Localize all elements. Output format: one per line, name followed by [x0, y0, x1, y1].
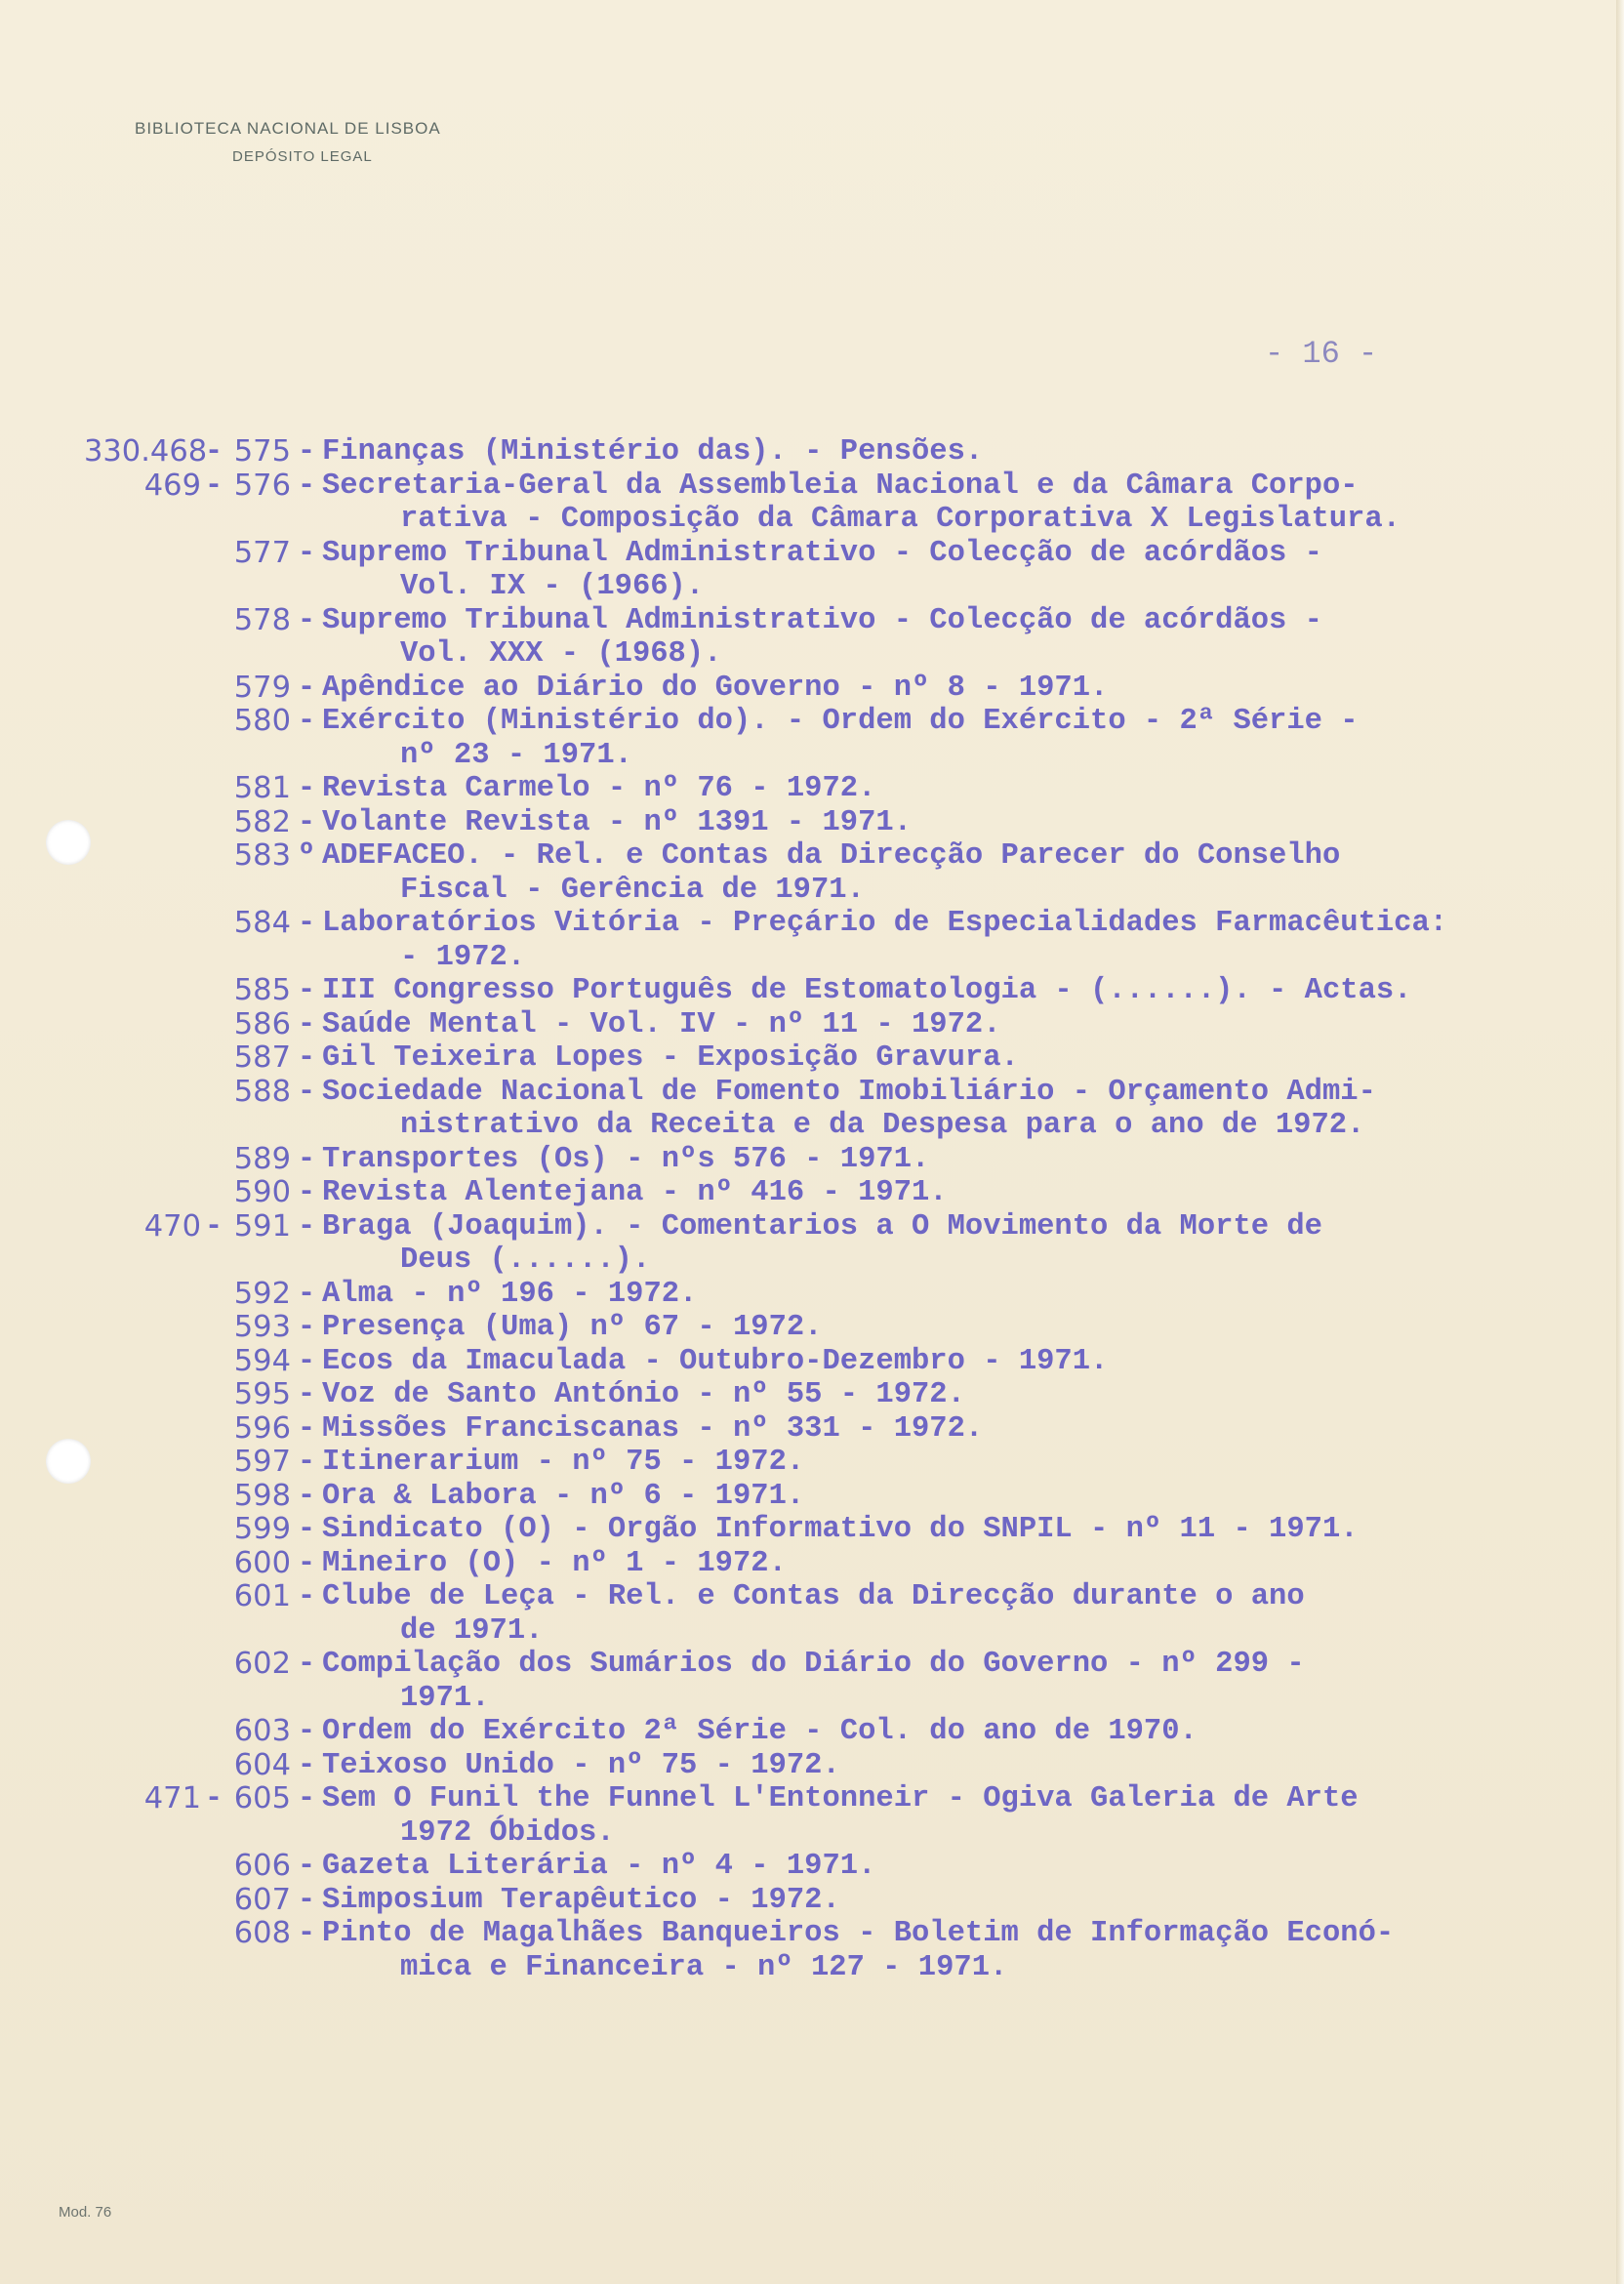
entry-separator: -	[297, 907, 316, 940]
form-code: Mod. 76	[59, 2204, 112, 2221]
entry-number: 585	[233, 973, 291, 1007]
entry-number: 587	[233, 1040, 291, 1075]
group-dash	[201, 1917, 226, 1951]
catalog-entry	[84, 1715, 1567, 1749]
group-dash	[201, 806, 226, 840]
entry-number: 595	[233, 1377, 291, 1411]
group-number	[84, 839, 201, 874]
entry-title: Exército (Ministério do). - Ordem do Exército - 2ª Série -	[322, 705, 1359, 738]
entry-separator: -	[297, 1546, 316, 1580]
group-number	[84, 1580, 201, 1614]
entry-separator: -	[297, 1850, 316, 1883]
group-number	[84, 1850, 201, 1884]
entry-title: Clube de Leça - Rel. e Contas da Direcção durante o ano	[322, 1580, 1305, 1613]
group-number: 330.468	[84, 434, 208, 469]
group-number	[84, 1412, 201, 1447]
entry-separator: -	[297, 1782, 316, 1815]
entry-separator: -	[297, 1311, 316, 1344]
entry-continuation: nº 23 - 1971.	[400, 738, 632, 772]
entry-title: III Congresso Português de Estomatologia - (......). - Actas.	[322, 974, 1412, 1007]
entry-title: Apêndice ao Diário do Governo - nº 8 - 1971.	[322, 671, 1109, 705]
group-number	[84, 1076, 201, 1110]
group-dash	[201, 1480, 226, 1514]
group-dash	[201, 1041, 226, 1076]
entry-number: 598	[233, 1478, 291, 1513]
entry-separator: -	[297, 1176, 316, 1209]
catalog-entry	[84, 1782, 1567, 1816]
catalog-entry	[84, 469, 1567, 504]
catalog-entry	[84, 1311, 1567, 1345]
group-dash: -	[204, 469, 223, 503]
institution-name: BIBLIOTECA NACIONAL DE LISBOA	[135, 119, 441, 138]
group-dash	[201, 1378, 226, 1412]
entry-number: 576	[233, 468, 291, 503]
catalog-entry	[84, 839, 1567, 874]
entry-number: 586	[233, 1006, 291, 1041]
entry-number: 577	[233, 535, 291, 570]
group-number	[84, 1884, 201, 1918]
entry-title: Supremo Tribunal Administrativo - Colecção de acórdãos -	[322, 603, 1322, 637]
group-dash	[201, 1176, 226, 1210]
group-dash	[201, 1412, 226, 1447]
entry-separator: -	[297, 435, 316, 469]
entry-title: Pinto de Magalhães Banqueiros - Boletim de Informação Econó-	[322, 1917, 1395, 1950]
entry-separator: -	[297, 603, 316, 637]
entry-title: Ora & Labora - nº 6 - 1971.	[322, 1479, 805, 1513]
group-number	[84, 1547, 201, 1581]
entry-title: Gil Teixeira Lopes - Exposição Gravura.	[322, 1041, 1019, 1075]
entry-separator: -	[297, 671, 316, 705]
catalog-entry	[84, 1176, 1567, 1210]
group-dash	[201, 1580, 226, 1614]
entry-continuation: 1972 Óbidos.	[400, 1815, 615, 1850]
catalog-entry	[84, 435, 1567, 469]
entry-title: Mineiro (O) - nº 1 - 1972.	[322, 1546, 787, 1580]
entry-number: 579	[233, 670, 291, 705]
entry-number: 589	[233, 1141, 291, 1176]
group-number	[84, 1176, 201, 1210]
entry-number: 591	[233, 1208, 291, 1244]
entry-number: 590	[233, 1175, 291, 1209]
entry-title: Revista Carmelo - nº 76 - 1972.	[322, 772, 876, 805]
entry-number: 605	[233, 1781, 291, 1815]
catalog-entry	[84, 672, 1567, 706]
catalog-entries	[84, 435, 1567, 1984]
group-number	[84, 1278, 201, 1312]
group-number	[84, 1008, 201, 1042]
entry-number: 582	[233, 804, 291, 839]
entry-title: Simposium Terapêutico - 1972.	[322, 1883, 840, 1917]
entry-separator: -	[297, 805, 316, 839]
group-dash	[201, 839, 226, 874]
group-dash: -	[204, 435, 223, 469]
entry-separator: -	[297, 1007, 316, 1041]
group-dash	[201, 537, 226, 571]
entry-title: Sem O Funil the Funnel L'Entonneir - Ogiva Galeria de Arte	[322, 1782, 1359, 1815]
catalog-entry	[84, 1041, 1567, 1076]
entry-title: Transportes (Os) - nºs 576 - 1971.	[322, 1142, 930, 1176]
entry-separator: -	[297, 536, 316, 570]
group-number	[84, 907, 201, 941]
group-dash	[201, 1446, 226, 1480]
entry-separator: -	[297, 1075, 316, 1109]
catalog-entry	[84, 1143, 1567, 1177]
page-edge	[1616, 0, 1624, 2284]
entry-continuation: Vol. IX - (1966).	[400, 570, 705, 603]
entry-title: Teixoso Unido - nº 75 - 1972.	[322, 1748, 840, 1782]
entry-number: 606	[233, 1849, 291, 1883]
catalog-entry	[84, 1917, 1567, 1951]
group-number	[84, 1378, 201, 1412]
department-name: DEPÓSITO LEGAL	[232, 148, 373, 165]
entry-number: 597	[233, 1445, 291, 1479]
group-dash: -	[204, 1209, 223, 1244]
group-number	[84, 1648, 201, 1682]
entry-separator: -	[297, 1479, 316, 1513]
catalog-entry	[84, 537, 1567, 571]
entry-number: 603	[233, 1714, 291, 1748]
entry-number: 601	[233, 1579, 291, 1613]
entry-number: 578	[233, 602, 291, 637]
entry-continuation: Fiscal - Gerência de 1971.	[400, 873, 865, 907]
entry-separator: -	[297, 1917, 316, 1950]
entry-title: Finanças (Ministério das). - Pensões.	[322, 435, 984, 469]
entry-number: 584	[233, 906, 291, 940]
group-number	[84, 772, 201, 806]
page-number: - 16 -	[1265, 336, 1378, 372]
group-number	[84, 1480, 201, 1514]
group-number	[84, 1446, 201, 1480]
entry-separator: -	[297, 1715, 316, 1748]
entry-title: Sindicato (O) - Orgão Informativo do SNPIL - nº 11 - 1971.	[322, 1513, 1359, 1546]
group-dash	[201, 1850, 226, 1884]
group-dash	[201, 705, 226, 739]
entry-continuation: rativa - Composição da Câmara Corporativa X Legislatura.	[400, 503, 1401, 536]
entry-number: 588	[233, 1074, 291, 1109]
group-dash	[201, 1345, 226, 1379]
entry-title: Gazeta Literária - nº 4 - 1971.	[322, 1850, 876, 1883]
entry-separator: -	[297, 1513, 316, 1546]
entry-continuation: Deus (......).	[400, 1244, 651, 1277]
entry-separator: -	[297, 974, 316, 1007]
entry-title: Presença (Uma) nº 67 - 1972.	[322, 1311, 823, 1344]
group-dash	[201, 1076, 226, 1110]
catalog-entry	[84, 705, 1567, 739]
entry-separator: -	[297, 705, 316, 738]
entry-title: Compilação dos Sumários do Diário do Governo - nº 299 -	[322, 1648, 1305, 1681]
group-dash	[201, 974, 226, 1008]
group-number	[84, 974, 201, 1008]
entry-separator: -	[297, 1378, 316, 1411]
entry-number: 581	[233, 771, 291, 805]
catalog-entry	[84, 974, 1567, 1008]
group-number	[84, 537, 201, 571]
entry-separator: -	[297, 1883, 316, 1917]
entry-title: Volante Revista - nº 1391 - 1971.	[322, 805, 912, 839]
entry-separator: -	[297, 772, 316, 805]
entry-title: Sociedade Nacional de Fomento Imobiliário - Orçamento Admi-	[322, 1075, 1376, 1109]
entry-title: Ecos da Imaculada - Outubro-Dezembro - 1971.	[322, 1344, 1109, 1378]
catalog-entry	[84, 1648, 1567, 1682]
entry-number: 596	[233, 1410, 291, 1446]
group-dash	[201, 1278, 226, 1312]
group-dash	[201, 1547, 226, 1581]
entry-title: Supremo Tribunal Administrativo - Colecção de acórdãos -	[322, 536, 1322, 570]
group-number	[84, 1311, 201, 1345]
entry-title: Missões Franciscanas - nº 331 - 1972.	[322, 1411, 984, 1446]
entry-title: Saúde Mental - Vol. IV - nº 11 - 1972.	[322, 1007, 1001, 1041]
entry-separator: -	[297, 1580, 316, 1613]
entry-separator: -	[297, 1209, 316, 1244]
entry-number: 608	[233, 1916, 291, 1950]
group-number	[84, 1513, 201, 1547]
entry-continuation: nistrativo da Receita e da Despesa para o ano de 1972.	[400, 1109, 1365, 1142]
catalog-entry	[84, 806, 1567, 840]
entry-title: Alma - nº 196 - 1972.	[322, 1277, 698, 1311]
catalog-entry	[84, 1884, 1567, 1918]
entry-title: Voz de Santo António - nº 55 - 1972.	[322, 1378, 965, 1411]
entry-continuation: 1971.	[400, 1681, 490, 1715]
catalog-entry	[84, 1513, 1567, 1547]
entry-title: Itinerarium - nº 75 - 1972.	[322, 1446, 805, 1479]
catalog-entry	[84, 907, 1567, 941]
group-number	[84, 1917, 201, 1951]
entry-separator: -	[297, 1041, 316, 1075]
group-dash	[201, 907, 226, 941]
group-number	[84, 1715, 201, 1749]
catalog-entry	[84, 1547, 1567, 1581]
entry-title: Revista Alentejana - nº 416 - 1971.	[322, 1176, 948, 1209]
catalog-entry	[84, 1278, 1567, 1312]
group-number: 470	[143, 1208, 201, 1244]
catalog-entry	[84, 1345, 1567, 1379]
entry-number: 607	[233, 1882, 291, 1917]
entry-number: 604	[233, 1747, 291, 1782]
entry-title: Braga (Joaquim). - Comentarios a O Movimento da Morte de	[322, 1209, 1322, 1244]
catalog-entry	[84, 1446, 1567, 1480]
catalog-entry	[84, 1749, 1567, 1783]
group-number	[84, 705, 201, 739]
entry-separator: -	[297, 469, 316, 503]
entry-number: 602	[233, 1647, 291, 1681]
entry-number: 580	[233, 704, 291, 738]
group-number	[84, 1749, 201, 1783]
entry-number: 594	[233, 1343, 291, 1378]
entry-number: 599	[233, 1512, 291, 1546]
catalog-entry	[84, 1480, 1567, 1514]
entry-continuation: - 1972.	[400, 940, 526, 974]
group-dash	[201, 1513, 226, 1547]
catalog-entry	[84, 1850, 1567, 1884]
group-dash	[201, 1749, 226, 1783]
group-dash	[201, 1143, 226, 1177]
group-dash	[201, 1884, 226, 1918]
entry-separator: -	[297, 1411, 316, 1446]
entry-separator: -	[297, 1748, 316, 1782]
entry-number: 592	[233, 1276, 291, 1311]
entry-continuation: Vol. XXX - (1968).	[400, 637, 722, 671]
entry-number: 593	[233, 1310, 291, 1344]
catalog-entry	[84, 1412, 1567, 1447]
entry-number: 583	[233, 838, 291, 873]
group-number: 469	[143, 468, 201, 503]
group-number	[84, 806, 201, 840]
group-dash	[201, 672, 226, 706]
entry-continuation: mica e Financeira - nº 127 - 1971.	[400, 1950, 1008, 1984]
entry-separator: º	[297, 839, 316, 873]
entry-title: ADEFACEO. - Rel. e Contas da Direcção Parecer do Conselho	[322, 839, 1341, 873]
entry-title: Ordem do Exército 2ª Série - Col. do ano de 1970.	[322, 1715, 1198, 1748]
entry-separator: -	[297, 1277, 316, 1311]
entry-title: Secretaria-Geral da Assembleia Nacional e da Câmara Corpo-	[322, 469, 1359, 503]
group-dash	[201, 604, 226, 638]
catalog-entry	[84, 1378, 1567, 1412]
entry-separator: -	[297, 1142, 316, 1176]
entry-title: Laboratórios Vitória - Preçário de Especialidades Farmacêutica:	[322, 907, 1448, 940]
entry-continuation: de 1971.	[400, 1613, 544, 1648]
group-dash	[201, 1008, 226, 1042]
group-number: 471	[143, 1781, 201, 1815]
catalog-entry	[84, 1210, 1567, 1244]
group-number	[84, 1345, 201, 1379]
group-number	[84, 1143, 201, 1177]
catalog-entry	[84, 1580, 1567, 1614]
group-dash	[201, 1311, 226, 1345]
entry-number: 575	[233, 434, 291, 469]
catalog-entry	[84, 1008, 1567, 1042]
group-dash	[201, 1715, 226, 1749]
group-number	[84, 672, 201, 706]
entry-number: 600	[233, 1545, 291, 1580]
catalog-entry	[84, 772, 1567, 806]
catalog-entry	[84, 1076, 1567, 1110]
entry-separator: -	[297, 1648, 316, 1681]
entry-separator: -	[297, 1344, 316, 1378]
group-number	[84, 604, 201, 638]
group-dash	[201, 772, 226, 806]
letterhead	[135, 119, 441, 165]
group-dash: -	[204, 1782, 223, 1815]
group-dash	[201, 1648, 226, 1682]
entry-separator: -	[297, 1446, 316, 1479]
group-number	[84, 1041, 201, 1076]
catalog-entry	[84, 604, 1567, 638]
